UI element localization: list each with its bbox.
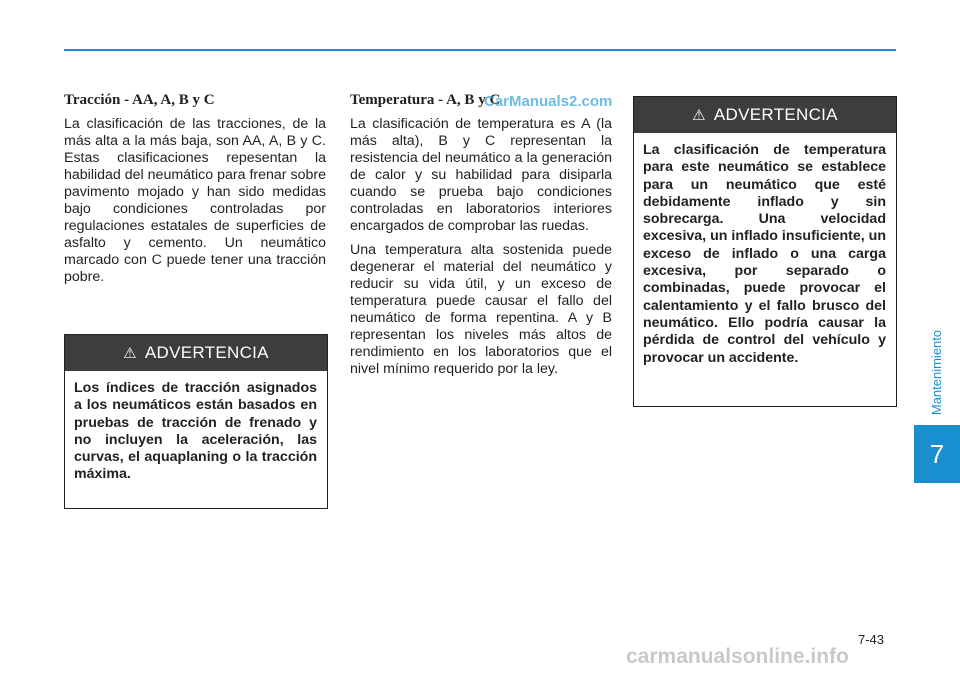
section-label	[924, 322, 950, 422]
page-number: 7-43	[858, 632, 885, 647]
temperature-heading: Temperatura - A, B y C	[350, 92, 501, 108]
warning-triangle-icon: ⚠	[692, 107, 706, 124]
top-rule	[64, 49, 896, 51]
watermark: CarManuals2.com	[484, 93, 613, 110]
left-column	[64, 92, 326, 293]
temperature-warning-box	[633, 96, 897, 407]
warning-header	[634, 97, 896, 133]
section-label-text: Mantenimiento	[929, 329, 945, 415]
temperature-paragraph-2: Una temperatura alta sostenida puede degenerar el material del neumático y reducir su vida útil, y un exceso de temperatura puede causar el fallo del neumático de forma repentina. A y B representan los niveles más altos de rendimiento en los laboratorios que el nivel mínimo requerido por la ley.	[350, 242, 612, 377]
footer-watermark: carmanualsonline.info	[626, 645, 849, 668]
middle-column	[350, 92, 612, 385]
warning-header	[65, 335, 327, 371]
traction-paragraph: La clasificación de las tracciones, de la más alta a la más baja, son AA, A, B y C. Estas clasificaciones repesentan la habilidad del neumático para frenar sobre pavimento mojado y han sido medidas bajo condiciones controladas por regulaciones estatales de superficies de asfalto y cemento. Un neumático marcado con C puede tener una tracción pobre.	[64, 116, 326, 285]
traction-warning-box	[64, 334, 328, 509]
warning-title: ADVERTENCIA	[713, 105, 838, 124]
warning-text: Los índices de tracción asignados a los neumáticos están basados en pruebas de tracción de frenado y no incluyen la aceleración, las curvas, el aquaplaning o la tracción máxima.	[74, 380, 317, 483]
temperature-paragraph-1: La clasificación de temperatura es A (la más alta), B y C representan la resistencia del neumático a la generación de calor y su habilidad para disiparla cuando se prueba bajo condiciones controladas en laboratorios interiores encargados de comprobar las ruedas.	[350, 116, 612, 234]
warning-text: La clasificación de temperatura para este neumático se establece para un neumático que esté debidamente inflado y sin sobrecarga. Una velocidad excesiva, un inflado insuficiente, un exceso de inflado o una carga excesiva, por separado o combinadas, puede provocar el calentamiento y el fallo brusco del neumático. Ello podría causar la pérdida de control del vehículo y provocar un accidente.	[643, 142, 886, 366]
section-number: 7	[929, 438, 945, 469]
section-tab	[914, 425, 960, 483]
traction-heading: Tracción - AA, A, B y C	[64, 92, 215, 108]
warning-title: ADVERTENCIA	[144, 343, 269, 362]
warning-triangle-icon: ⚠	[123, 345, 137, 362]
